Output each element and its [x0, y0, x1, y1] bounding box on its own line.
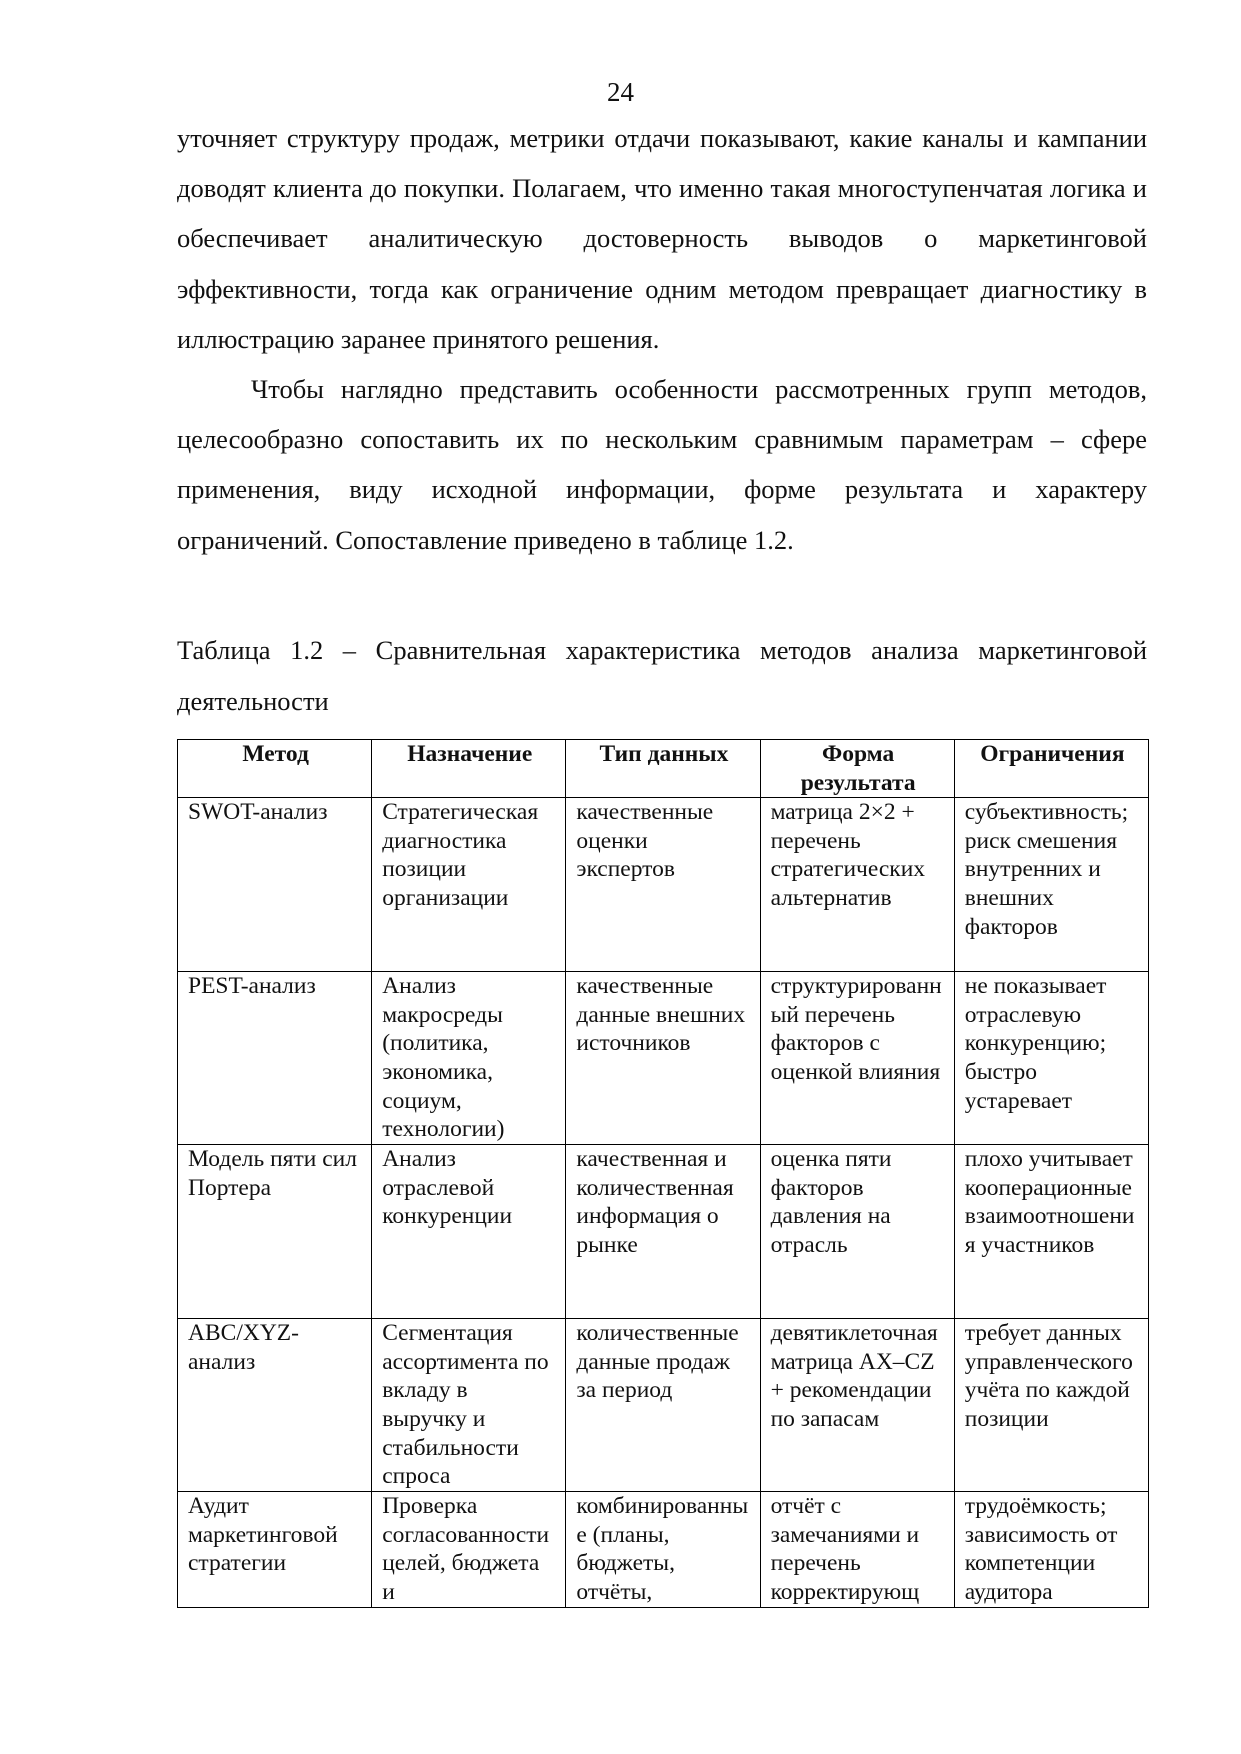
table-row	[178, 1145, 1149, 1319]
table-cell: оценка пяти факторов давления на отрасль	[760, 1145, 954, 1319]
column-header-limitations: Ограничения	[954, 740, 1148, 798]
table-cell: матрица 2×2 + перечень стратегических альтернатив	[760, 798, 954, 972]
table-header-row	[178, 740, 1149, 798]
table-cell: качественные оценки экспертов	[566, 798, 760, 972]
table-caption: Таблица 1.2 – Сравнительная характеристика методов анализа маркетинговой деятельности	[177, 635, 1147, 716]
table-cell: Сегментация ассортимента по вкладу в выручку и стабильности спроса	[372, 1319, 566, 1492]
column-header-method: Метод	[178, 740, 372, 798]
comparison-table	[177, 739, 1149, 1608]
table-cell: не показывает отраслевую конкуренцию; быстро устаревает	[954, 972, 1148, 1145]
table-cell: Аудит маркетинговой стратегии	[178, 1492, 372, 1608]
table-row	[178, 972, 1149, 1145]
table-cell: девятиклеточная матрица AX–CZ + рекомендации по запасам	[760, 1319, 954, 1492]
table-cell: Модель пяти сил Портера	[178, 1145, 372, 1319]
table-cell: структурированный перечень факторов с оценкой влияния	[760, 972, 954, 1145]
table-cell: качественная и количественная информация о рынке	[566, 1145, 760, 1319]
table-cell: Проверка согласованности целей, бюджета и	[372, 1492, 566, 1608]
table-cell: плохо учитывает кооперационные взаимоотношения участников	[954, 1145, 1148, 1319]
table-cell: отчёт с замечаниями и перечень корректирующ	[760, 1492, 954, 1608]
table-cell: Анализ отраслевой конкуренции	[372, 1145, 566, 1319]
table-row	[178, 798, 1149, 972]
table-cell: требует данных управленческого учёта по каждой позиции	[954, 1319, 1148, 1492]
table-cell: субъективность; риск смешения внутренних и внешних факторов	[954, 798, 1148, 972]
table-cell: трудоёмкость; зависимость от компетенции аудитора	[954, 1492, 1148, 1608]
table-cell: качественные данные внешних источников	[566, 972, 760, 1145]
column-header-data-type: Тип данных	[566, 740, 760, 798]
paragraph: уточняет структуру продаж, метрики отдачи показывают, какие каналы и кампании доводят клиента до покупки. Полагаем, что именно такая многоступенчатая логика и обеспечивает аналитическую достоверность выводов о маркетинговой эффективности, тогда как ограничение одним методом превращает диагностику в иллюстрацию заранее принятого решения.	[177, 123, 1147, 354]
table-row	[178, 1319, 1149, 1492]
table-cell: комбинированные (планы, бюджеты, отчёты,	[566, 1492, 760, 1608]
table-cell: SWOT-анализ	[178, 798, 372, 972]
table-row	[178, 1492, 1149, 1608]
table-cell: Стратегическая диагностика позиции организации	[372, 798, 566, 972]
column-header-purpose: Назначение	[372, 740, 566, 798]
column-header-result-form: Форма результата	[760, 740, 954, 798]
body-text	[177, 113, 1147, 565]
table-cell: PEST-анализ	[178, 972, 372, 1145]
table-cell: Анализ макросреды (политика, экономика, социум, технологии)	[372, 972, 566, 1145]
table-cell: ABC/XYZ-анализ	[178, 1319, 372, 1492]
paragraph: Чтобы наглядно представить особенности рассмотренных групп методов, целесообразно сопоставить их по нескольким сравнимым параметрам – сфере применения, виду исходной информации, форме результата и характеру ограничений. Сопоставление приведено в таблице 1.2.	[177, 374, 1147, 555]
page-number: 24	[607, 77, 634, 107]
table-cell: количественные данные продаж за период	[566, 1319, 760, 1492]
